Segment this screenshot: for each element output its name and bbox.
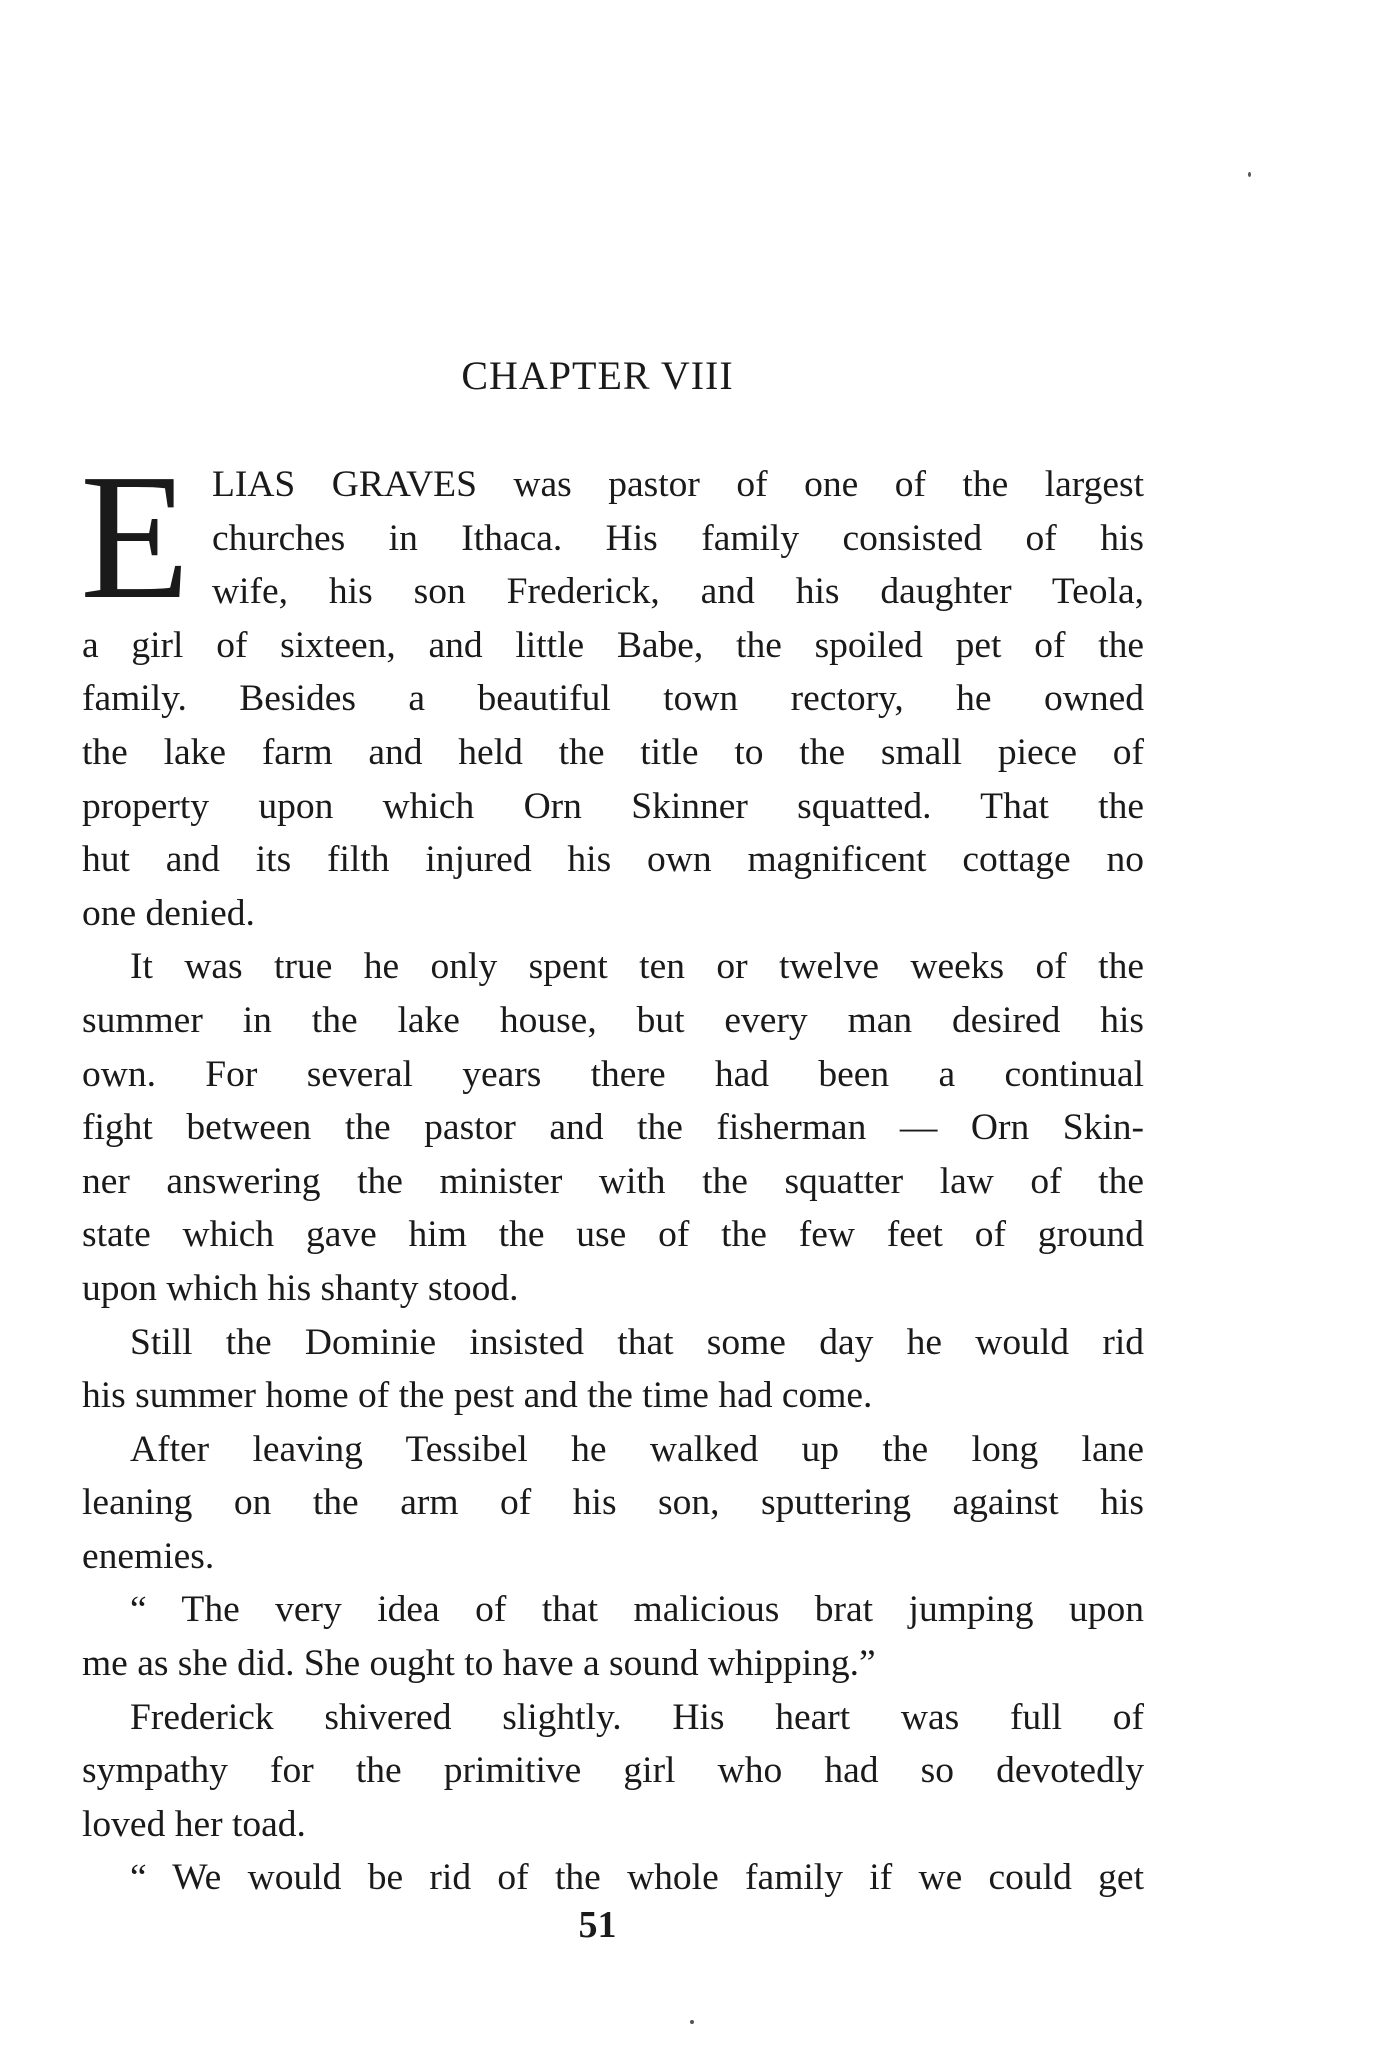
text-line: own. For several years there had been a continual: [82, 1053, 1144, 1095]
paragraph-6: [82, 1691, 1144, 1852]
text-line: upon which his shanty stood.: [82, 1267, 519, 1309]
scan-speck: [690, 2020, 694, 2024]
page-number: 51: [578, 1904, 617, 1946]
text-line: one denied.: [82, 892, 255, 934]
chapter-heading: CHAPTER VIII: [461, 353, 734, 398]
text-line: churches in Ithaca. His family consisted of his: [211, 517, 1144, 559]
text-line: wife, his son Frederick, and his daughter Teola,: [211, 571, 1144, 613]
text-line: property upon which Orn Skinner squatted. That the: [82, 785, 1144, 827]
text-line: summer in the lake house, but every man desired his: [82, 999, 1144, 1041]
text-line: hut and its filth injured his own magnificent cottage no: [82, 839, 1144, 881]
paragraph-1: [80, 437, 1144, 940]
text-line: “ We would be rid of the whole family if we could get: [130, 1857, 1144, 1899]
text-line: a girl of sixteen, and little Babe, the spoiled pet of the: [82, 624, 1144, 666]
paragraph-7: [82, 1851, 1144, 1905]
text-line: It was true he only spent ten or twelve weeks of the: [130, 946, 1144, 988]
text-line: “ The very idea of that malicious brat jumping upon: [130, 1589, 1144, 1631]
text-line: his summer home of the pest and the time had come.: [82, 1375, 873, 1417]
text-line: Frederick shivered slightly. His heart was full of: [130, 1696, 1144, 1738]
paragraph-5: [82, 1583, 1144, 1690]
text-line: enemies.: [82, 1535, 215, 1577]
scan-speck: [1248, 172, 1251, 177]
text-line: state which gave him the use of the few feet of ground: [82, 1214, 1144, 1256]
paragraph-3: [82, 1316, 1144, 1423]
paragraph-4: [82, 1423, 1144, 1584]
text-line: leaning on the arm of his son, sputtering against his: [82, 1482, 1144, 1524]
drop-cap: E: [80, 437, 190, 636]
text-line: LIAS GRAVES was pastor of one of the largest: [211, 464, 1144, 505]
text-line: fight between the pastor and the fisherman — Orn Skin-: [82, 1107, 1144, 1149]
text-line: ner answering the minister with the squatter law of the: [82, 1160, 1144, 1202]
text-line: Still the Dominie insisted that some day he would rid: [130, 1321, 1144, 1363]
paragraph-2: [82, 940, 1144, 1315]
text-line: sympathy for the primitive girl who had so devotedly: [82, 1750, 1144, 1792]
text-line: After leaving Tessibel he walked up the long lane: [130, 1428, 1144, 1470]
text-line: me as she did. She ought to have a sound whipping.”: [82, 1643, 876, 1685]
text-line: the lake farm and held the title to the small piece of: [82, 731, 1144, 773]
text-line: family. Besides a beautiful town rectory, he owned: [82, 678, 1144, 720]
text-line: loved her toad.: [82, 1803, 306, 1845]
body-text: [80, 437, 1144, 1905]
